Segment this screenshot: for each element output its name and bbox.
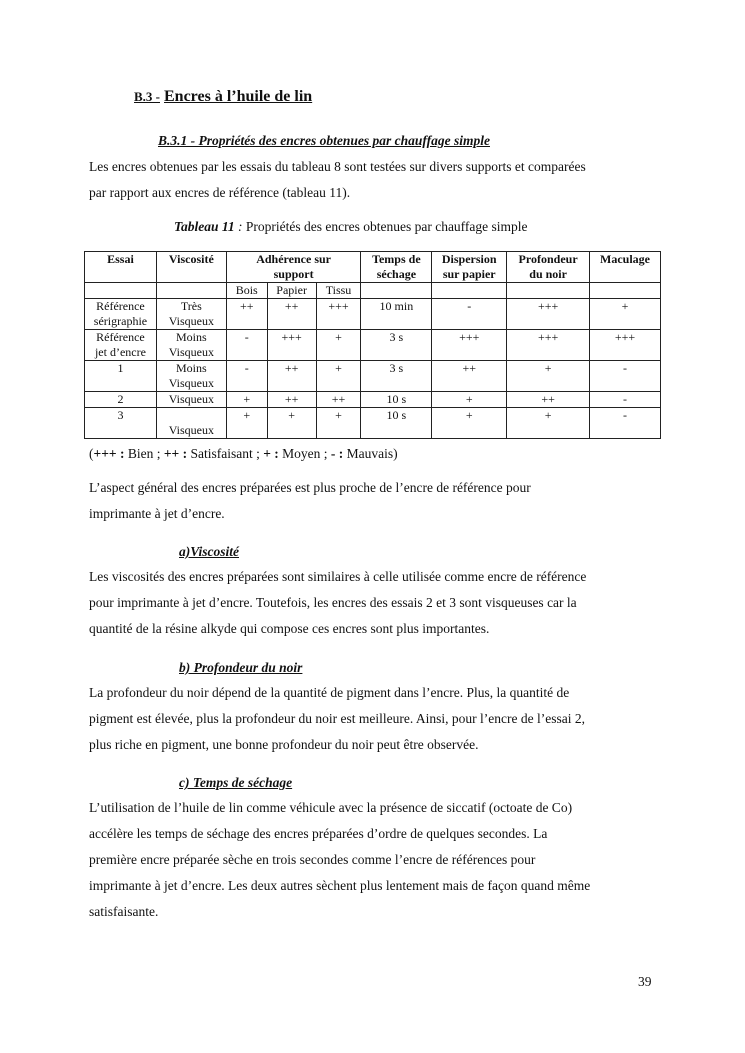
cell-dispersion: +++ bbox=[432, 330, 507, 361]
cell-bois: - bbox=[226, 330, 267, 361]
cell-essai: 2 bbox=[85, 392, 157, 408]
cell-viscosite: Moins Visqueux bbox=[156, 330, 226, 361]
cell-essai: 1 bbox=[85, 361, 157, 392]
cell-temps: 10 s bbox=[361, 392, 432, 408]
cell-essai: 3 bbox=[85, 408, 157, 439]
table-row bbox=[85, 392, 661, 408]
cell-viscosite: Très Visqueux bbox=[156, 299, 226, 330]
aspect-paragraph bbox=[89, 475, 654, 527]
cell-bois: + bbox=[226, 408, 267, 439]
subheader-bois: Bois bbox=[226, 283, 267, 299]
viscosite-paragraph bbox=[89, 564, 654, 642]
caption-text: Propriétés des encres obtenues par chauffage simple bbox=[242, 219, 528, 234]
paragraph-line: satisfaisante. bbox=[89, 904, 159, 919]
cell-maculage: - bbox=[590, 361, 661, 392]
cell-bois: + bbox=[226, 392, 267, 408]
caption-separator: : bbox=[234, 219, 243, 234]
table-header-row bbox=[85, 252, 661, 283]
header-maculage: Maculage bbox=[590, 252, 661, 283]
cell-temps: 3 s bbox=[361, 361, 432, 392]
section-number: B.3 - bbox=[134, 89, 160, 104]
cell-papier: ++ bbox=[267, 392, 316, 408]
intro-paragraph bbox=[89, 154, 654, 206]
paragraph-line: plus riche en pigment, une bonne profondeur du noir peut être observée. bbox=[89, 737, 479, 752]
cell-maculage: - bbox=[590, 392, 661, 408]
cell-papier: +++ bbox=[267, 330, 316, 361]
heading-temps: c) Temps de séchage bbox=[179, 775, 293, 790]
heading-viscosite: a)Viscosité bbox=[179, 544, 239, 559]
header-viscosite: Viscosité bbox=[156, 252, 226, 283]
cell-profondeur: +++ bbox=[507, 299, 590, 330]
header-adherence: Adhérence sur support bbox=[226, 252, 361, 283]
subheader-tissu: Tissu bbox=[316, 283, 361, 299]
paragraph-line: Les viscosités des encres préparées sont similaires à celle utilisée comme encre de référence bbox=[89, 569, 587, 584]
cell-viscosite: Visqueux bbox=[156, 392, 226, 408]
cell-papier: ++ bbox=[267, 361, 316, 392]
cell-dispersion: + bbox=[432, 408, 507, 439]
table-row bbox=[85, 299, 661, 330]
cell-profondeur: + bbox=[507, 408, 590, 439]
cell-tissu: ++ bbox=[316, 392, 361, 408]
aspect-line: imprimante à jet d’encre. bbox=[89, 506, 225, 521]
cell-temps: 3 s bbox=[361, 330, 432, 361]
cell-tissu: +++ bbox=[316, 299, 361, 330]
header-essai: Essai bbox=[85, 252, 157, 283]
cell-dispersion: + bbox=[432, 392, 507, 408]
header-temps: Temps de séchage bbox=[361, 252, 432, 283]
subsection-heading: B.3.1 - Propriétés des encres obtenues par chauffage simple bbox=[158, 133, 490, 148]
section-title: Encres à l’huile de lin bbox=[164, 88, 313, 105]
cell-maculage: +++ bbox=[590, 330, 661, 361]
cell-tissu: + bbox=[316, 408, 361, 439]
temps-paragraph bbox=[89, 795, 654, 925]
paragraph-line: pigment est élevée, plus la profondeur du noir est meilleure. Ainsi, pour l’encre de l’essai 2, bbox=[89, 711, 585, 726]
cell-temps: 10 s bbox=[361, 408, 432, 439]
table-caption bbox=[174, 219, 528, 235]
cell-profondeur: +++ bbox=[507, 330, 590, 361]
subheader-papier: Papier bbox=[267, 283, 316, 299]
header-profondeur: Profondeur du noir bbox=[507, 252, 590, 283]
table-legend: (+++ : Bien ; ++ : Satisfaisant ; + : Moyen ; - : Mauvais) bbox=[89, 446, 398, 461]
cell-bois: ++ bbox=[226, 299, 267, 330]
paragraph-line: pour imprimante à jet d’encre. Toutefois, les encres des essais 2 et 3 sont visqueuses car la bbox=[89, 595, 577, 610]
table-subheader-row bbox=[85, 283, 661, 299]
section-heading bbox=[134, 88, 312, 106]
paragraph-line: première encre préparée sèche en trois secondes comme l’encre de références pour bbox=[89, 852, 536, 867]
profondeur-paragraph bbox=[89, 680, 654, 758]
cell-tissu: + bbox=[316, 361, 361, 392]
heading-profondeur: b) Profondeur du noir bbox=[179, 660, 303, 675]
cell-profondeur: + bbox=[507, 361, 590, 392]
cell-essai: Référence jet d’encre bbox=[85, 330, 157, 361]
header-dispersion: Dispersion sur papier bbox=[432, 252, 507, 283]
cell-maculage: + bbox=[590, 299, 661, 330]
aspect-line: L’aspect général des encres préparées est plus proche de l’encre de référence pour bbox=[89, 480, 531, 495]
paragraph-line: L’utilisation de l’huile de lin comme véhicule avec la présence de siccatif (octoate de Co) bbox=[89, 800, 573, 815]
cell-maculage: - bbox=[590, 408, 661, 439]
cell-viscosite: Visqueux bbox=[156, 408, 226, 439]
cell-dispersion: ++ bbox=[432, 361, 507, 392]
paragraph-line: accélère les temps de séchage des encres préparées d’ordre de quelques secondes. La bbox=[89, 826, 548, 841]
intro-line: par rapport aux encres de référence (tableau 11). bbox=[89, 185, 351, 200]
cell-dispersion: - bbox=[432, 299, 507, 330]
table-row bbox=[85, 330, 661, 361]
intro-line: Les encres obtenues par les essais du tableau 8 sont testées sur divers supports et comparées bbox=[89, 159, 586, 174]
cell-essai: Référence sérigraphie bbox=[85, 299, 157, 330]
page-number: 39 bbox=[638, 974, 652, 989]
cell-profondeur: ++ bbox=[507, 392, 590, 408]
paragraph-line: quantité de la résine alkyde qui compose ces encres sont plus importantes. bbox=[89, 621, 490, 636]
cell-bois: - bbox=[226, 361, 267, 392]
paragraph-line: imprimante à jet d’encre. Les deux autres sèchent plus lentement mais de façon quand même bbox=[89, 878, 591, 893]
table-row bbox=[85, 361, 661, 392]
caption-label: Tableau 11 bbox=[174, 219, 235, 234]
cell-papier: ++ bbox=[267, 299, 316, 330]
cell-tissu: + bbox=[316, 330, 361, 361]
cell-viscosite: Moins Visqueux bbox=[156, 361, 226, 392]
paragraph-line: La profondeur du noir dépend de la quantité de pigment dans l’encre. Plus, la quantité de bbox=[89, 685, 570, 700]
table-row bbox=[85, 408, 661, 439]
properties-table bbox=[84, 251, 661, 439]
cell-papier: + bbox=[267, 408, 316, 439]
cell-temps: 10 min bbox=[361, 299, 432, 330]
